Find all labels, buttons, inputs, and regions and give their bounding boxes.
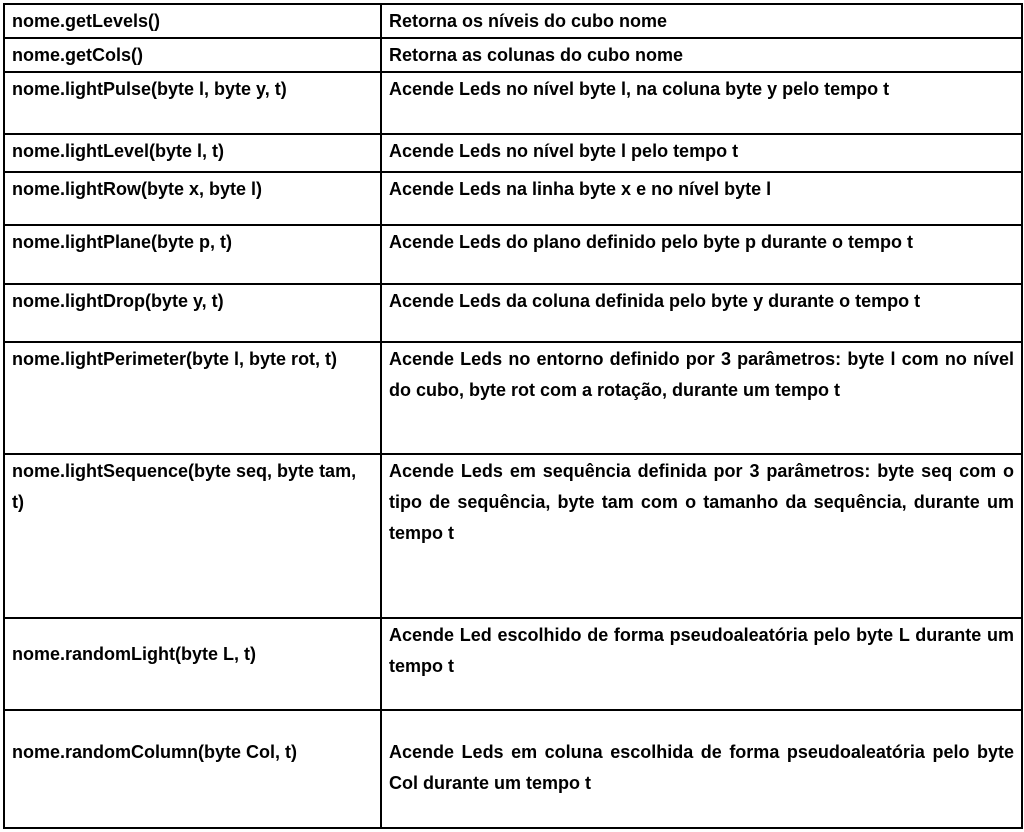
method-cell: nome.lightSequence(byte seq, byte tam, t) [4,454,381,618]
table-row [4,72,1022,134]
description-cell: Acende Leds do plano definido pelo byte p durante o tempo t [381,225,1022,284]
table-row [4,225,1022,284]
description-cell: Acende Leds em sequência definida por 3 parâmetros: byte seq com o tipo de sequência, byte tam com o tamanho da sequência, durante um tempo t [381,454,1022,618]
table-row [4,284,1022,342]
description-cell: Acende Leds na linha byte x e no nível byte l [381,172,1022,225]
method-cell: nome.lightPulse(byte l, byte y, t) [4,72,381,134]
method-cell: nome.lightLevel(byte l, t) [4,134,381,172]
method-table-container [3,3,1021,829]
method-table [3,3,1023,829]
table-row [4,172,1022,225]
table-row [4,38,1022,72]
description-cell: Acende Leds da coluna definida pelo byte y durante o tempo t [381,284,1022,342]
description-cell: Acende Leds no entorno definido por 3 parâmetros: byte l com no nível do cubo, byte rot com a rotação, durante um tempo t [381,342,1022,454]
table-row [4,618,1022,710]
method-cell: nome.randomColumn(byte Col, t) [4,710,381,828]
table-row [4,4,1022,38]
table-row [4,134,1022,172]
description-cell: Acende Leds em coluna escolhida de forma pseudoaleatória pelo byte Col durante um tempo t [381,710,1022,828]
table-row [4,454,1022,618]
description-cell: Acende Leds no nível byte l, na coluna byte y pelo tempo t [381,72,1022,134]
method-cell: nome.randomLight(byte L, t) [4,618,381,710]
description-cell: Acende Leds no nível byte l pelo tempo t [381,134,1022,172]
description-cell: Retorna os níveis do cubo nome [381,4,1022,38]
method-cell: nome.getCols() [4,38,381,72]
method-cell: nome.lightRow(byte x, byte l) [4,172,381,225]
description-cell: Retorna as colunas do cubo nome [381,38,1022,72]
description-cell: Acende Led escolhido de forma pseudoaleatória pelo byte L durante um tempo t [381,618,1022,710]
method-cell: nome.lightPerimeter(byte l, byte rot, t) [4,342,381,454]
method-cell: nome.lightDrop(byte y, t) [4,284,381,342]
table-row [4,710,1022,828]
method-cell: nome.getLevels() [4,4,381,38]
method-cell: nome.lightPlane(byte p, t) [4,225,381,284]
table-row [4,342,1022,454]
